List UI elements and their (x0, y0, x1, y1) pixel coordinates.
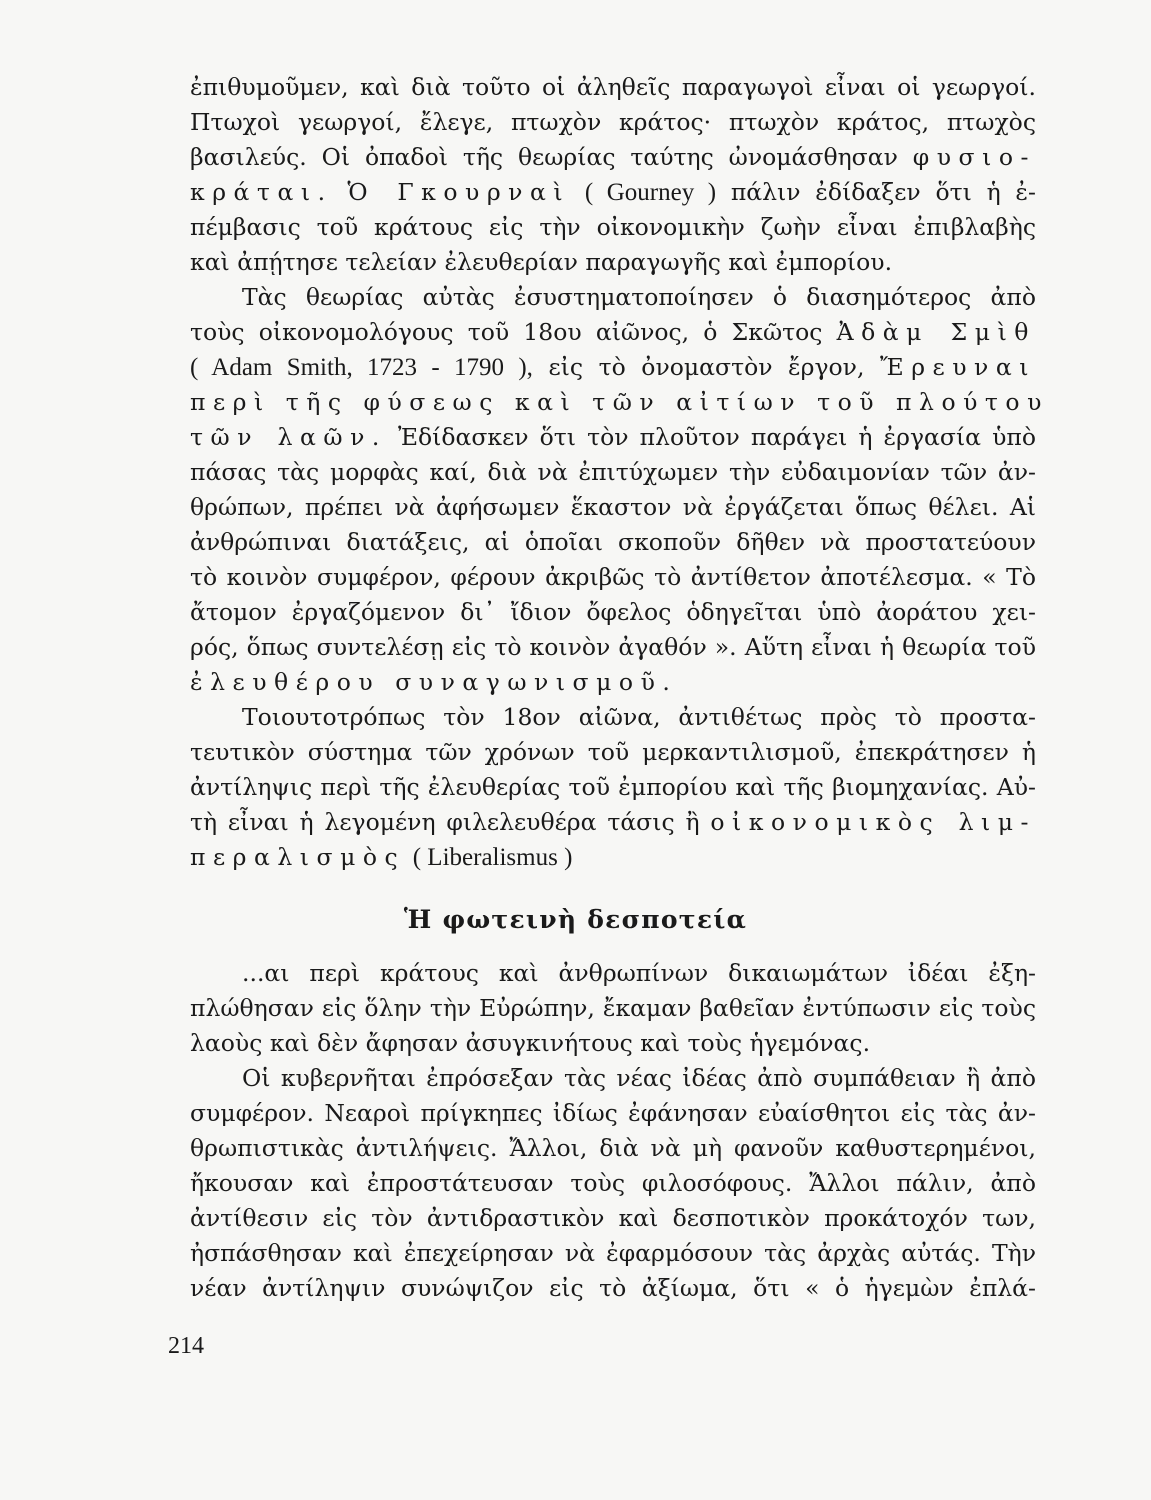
text-line: ...αι περὶ κράτους καὶ ἀνθρωπίνων δικαιωμάτων ἰδέαι ἐξη- (242, 959, 1036, 987)
text-line: ἀντίληψις περὶ τῆς ἐλευθερίας τοῦ ἐμπορίου καὶ τῆς βιομηχανίας. Αὐ- (190, 773, 1036, 801)
text-segment: πάλιν ἐδίδαξεν ὅτι ἡ ἐ- (730, 178, 1036, 206)
text-line (190, 140, 1036, 175)
text-line: ρός, ὅπως συντελέσῃ εἰς τὸ κοινὸν ἀγαθόν ». Αὕτη εἶναι ἡ θεωρία τοῦ (190, 633, 1036, 661)
text-line (190, 350, 1036, 385)
text-line: πλώθησαν εἰς ὅλην τὴν Εὐρώπην, ἔκαμαν βαθεῖαν ἐντύπωσιν εἰς τοὺς (190, 994, 1036, 1022)
text-line: θρώπων, πρέπει νὰ ἀφήσωμεν ἕκαστον νὰ ἐργάζεται ὅπως θέλει. Αἱ (190, 493, 1036, 521)
text-line: ἠσπάσθησαν καὶ ἐπεχείρησαν νὰ ἐφαρμόσουν τὰς ἀρχὰς αὐτάς. Τὴν (190, 1239, 1036, 1267)
text-line: Πτωχοὶ γεωργοί, ἔλεγε, πτωχὸν κράτος· πτωχὸν κράτος, πτωχὸς (190, 108, 1036, 136)
text-segment: βασιλεύς. Οἱ ὀπαδοὶ τῆς θεωρίας ταύτης ὠνομάσθησαν (190, 143, 898, 171)
spaced-title: Ἔρευναι (880, 353, 1036, 381)
text-line: τὸ κοινὸν συμφέρον, φέρουν ἀκριβῶς τὸ ἀντίθετον ἀποτέλεσμα. « Τὸ (190, 563, 1036, 591)
spaced-term: περαλισμὸς (190, 843, 406, 871)
text-line: Τὰς θεωρίας αὐτὰς ἐσυστηματοποίησεν ὁ διασημότερος ἀπὸ (242, 283, 1036, 311)
text-line: πάσας τὰς μορφὰς καί, διὰ νὰ ἐπιτύχωμεν τὴν εὐδαιμονίαν τῶν ἀν- (190, 458, 1036, 486)
page-number: 214 (168, 1333, 204, 1359)
text-line: περὶ τῆς φύσεως καὶ τῶν αἰτίων τοῦ πλούτου (190, 388, 1049, 416)
spaced-term: κράται. (190, 178, 333, 206)
spaced-title: τῶν λαῶν. (190, 423, 387, 451)
text-line: Τοιουτοτρόπως τὸν 18ον αἰῶνα, ἀντιθέτως πρὸς τὸ προστα- (242, 703, 1036, 731)
text-segment: Ἐδίδασκεν ὅτι τὸν πλοῦτον παράγει ἡ ἐργασία ὑπὸ (397, 423, 1036, 451)
spaced-name: Ὁ Γκουρναὶ (347, 178, 571, 206)
latin-name: ( Adam Smith, 1723 - 1790 ), (190, 354, 533, 381)
text-line (190, 175, 1036, 210)
spaced-term: φυσιο- (912, 143, 1036, 171)
text-line: καὶ ἀπῄτησε τελείαν ἐλευθερίαν παραγωγῆς καὶ ἐμπορίου. (190, 248, 893, 276)
text-line: λαοὺς καὶ δὲν ἄφησαν ἀσυγκινήτους καὶ τοὺς ἡγεμόνας. (190, 1029, 871, 1057)
latin-term: ( Liberalismus ) (412, 844, 573, 871)
text-line: ἐπιθυμοῦμεν, καὶ διὰ τοῦτο οἱ ἀληθεῖς παραγωγοὶ εἶναι οἱ γεωργοί. (190, 73, 1036, 101)
spaced-name: Ἀδὰμ Σμὶθ (836, 318, 1036, 346)
text-line: συμφέρον. Νεαροὶ πρίγκηπες ἰδίως ἐφάνησαν εὐαίσθητοι εἰς τὰς ἀν- (190, 1099, 1036, 1127)
text-line: ἤκουσαν καὶ ἐπροστάτευσαν τοὺς φιλοσόφους. Ἄλλοι πάλιν, ἀπὸ (190, 1169, 1036, 1197)
text-line: πέμβασις τοῦ κράτους εἰς τὴν οἰκονομικὴν ζωὴν εἶναι ἐπιβλαβὴς (190, 213, 1036, 241)
text-line: θρωπιστικὰς ἀντιλήψεις. Ἄλλοι, διὰ νὰ μὴ φανοῦν καθυστερημένοι, (190, 1134, 1036, 1162)
text-segment: τοὺς οἰκονομολόγους τοῦ 18ου αἰῶνος, ὁ Σκῶτος (190, 318, 823, 346)
text-segment: εἰς τὸ ὀνομαστὸν ἔργον, (548, 353, 865, 381)
text-segment: τὴ εἶναι ἡ λεγομένη φιλελευθέρα τάσις ἢ (190, 808, 700, 836)
text-line: νέαν ἀντίληψιν συνώψιζον εἰς τὸ ἀξίωμα, ὅτι « ὁ ἡγεμὼν ἐπλά- (190, 1274, 1036, 1302)
text-line (190, 420, 1036, 455)
text-line (190, 805, 1036, 840)
text-line (190, 840, 1036, 875)
text-line: ἐλευθέρου συναγωνισμοῦ. (190, 668, 678, 696)
main-text-upper (190, 70, 1049, 875)
text-line: ἄτομον ἐργαζόμενον δι᾽ ἴδιον ὄφελος ὁδηγεῖται ὑπὸ ἀοράτου χει- (190, 598, 1036, 626)
text-line: τευτικὸν σύστημα τῶν χρόνων τοῦ μερκαντιλισμοῦ, ἐπεκράτησεν ἡ (190, 738, 1036, 766)
text-line (190, 315, 1036, 350)
latin-name: ( Gourney ) (584, 179, 717, 206)
spaced-term: οἰκονομικὸς λιμ- (710, 808, 1036, 836)
text-line: Οἱ κυβερνῆται ἐπρόσεξαν τὰς νέας ἰδέας ἀπὸ συμπάθειαν ἢ ἀπὸ (242, 1064, 1036, 1092)
text-line: ἀνθρώπιναι διατάξεις, αἱ ὁποῖαι σκοποῦν δῆθεν νὰ προστατεύουν (190, 528, 1036, 556)
main-text-lower (190, 956, 1036, 1306)
section-heading: Ἡ φωτεινὴ δεσποτεία (403, 905, 748, 934)
text-line: ἀντίθεσιν εἰς τὸν ἀντιδραστικὸν καὶ δεσποτικὸν προκάτοχόν των, (190, 1204, 1036, 1232)
